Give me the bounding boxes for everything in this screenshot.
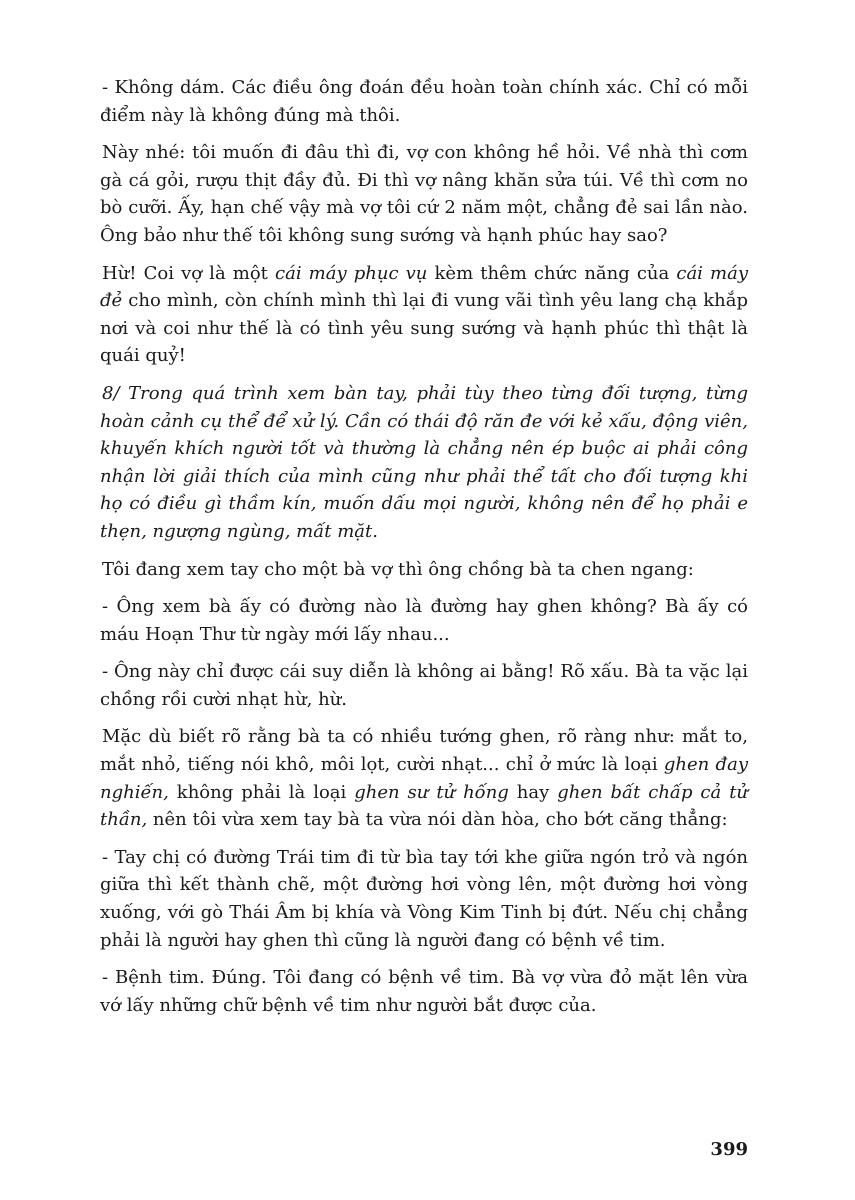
paragraph-1: - Không dám. Các điều ông đoán đều hoàn toàn chính xác. Chỉ có mỗi điểm này là không đúng mà thôi. <box>100 77 748 126</box>
paragraph-2: Này nhé: tôi muốn đi đâu thì đi, vợ con không hề hỏi. Về nhà thì cơm gà cá gỏi, rượu thịt đầy đủ. Đi thì vợ nâng khăn sửa túi. Về thì cơm no bò cưỡi. Ấy, hạn chế vậy mà vợ tôi cứ 2 năm một, chẳng đẻ sai lần nào. Ông bảo như thế tôi không sung sướng và hạnh phúc hay sao? <box>100 142 748 246</box>
paragraph-8-emphasis-b: ghen đay nghiến, <box>100 754 748 803</box>
paragraph-3-text-c: kèm thêm chức năng của <box>427 262 677 284</box>
paragraph-8-text-g: nên tôi vừa xem tay bà ta vừa nói dàn hòa, cho bớt căng thẳng: <box>147 809 728 831</box>
page-body <box>100 74 748 1029</box>
page-number: 399 <box>710 1139 748 1160</box>
paragraph-3 <box>100 260 748 370</box>
paragraph-8-emphasis-d: ghen sư tử hống <box>354 781 509 803</box>
paragraph-3-text-e: cho mình, còn chính mình thì lại đi vung vãi tình yêu lang chạ khắp nơi và coi như thế là có tình yêu sung sướng và hạnh phúc thì thật là quái quỷ! <box>100 290 748 367</box>
paragraph-8 <box>100 723 748 833</box>
paragraph-9: - Tay chị có đường Trái tim đi từ bìa tay tới khe giữa ngón trỏ và ngón giữa thì kết thành chẽ, một đường hơi vòng lên, một đường hơi vòng xuống, với gò Thái Âm bị khía và Vòng Kim Tinh bị đứt. Nếu chị chẳng phải là người hay ghen thì cũng là người đang có bệnh về tim. <box>100 846 748 951</box>
paragraph-3-emphasis-b: cái máy phục vụ <box>275 262 428 284</box>
paragraph-3-text-a: Hừ! Coi vợ là một <box>102 262 276 284</box>
paragraph-6: - Ông xem bà ấy có đường nào là đường hay ghen không? Bà ấy có máu Hoạn Thư từ ngày mới lấy nhau... <box>100 596 748 645</box>
paragraph-8-text-e: hay <box>508 781 558 803</box>
paragraph-4-rule: 8/ Trong quá trình xem bàn tay, phải tùy theo từng đối tượng, từng hoàn cảnh cụ thể để xử lý. Cần có thái độ răn đe với kẻ xấu, động viên, khuyến khích người tốt và thường là chẳng nên ép buộc ai phải công nhận lời giải thích của mình cũng như phải thể tất cho đối tượng khi họ có điều gì thầm kín, muốn dấu mọi người, không nên để họ phải e thẹn, ngượng ngùng, mất mặt. <box>100 382 748 542</box>
paragraph-5: Tôi đang xem tay cho một bà vợ thì ông chồng bà ta chen ngang: <box>102 558 694 580</box>
paragraph-8-text-c: không phải là loại <box>168 781 355 803</box>
paragraph-8-emphasis-f: ghen bất chấp cả tử thần, <box>100 781 749 831</box>
paragraph-8-text-a: Mặc dù biết rõ rằng bà ta có nhiều tướng ghen, rõ ràng như: mắt to, mắt nhỏ, tiếng nói khô, môi lọt, cười nhạt... chỉ ở mức là loại <box>100 726 748 776</box>
paragraph-10: - Bệnh tim. Đúng. Tôi đang có bệnh về tim. Bà vợ vừa đỏ mặt lên vừa vớ lấy những chữ bệnh về tim như người bắt được của. <box>100 967 748 1016</box>
paragraph-7: - Ông này chỉ được cái suy diễn là không ai bằng! Rõ xấu. Bà ta vặc lại chồng rồi cười nhạt hừ, hừ. <box>100 661 748 710</box>
paragraph-3-emphasis-d: cái máy đẻ <box>100 262 748 312</box>
